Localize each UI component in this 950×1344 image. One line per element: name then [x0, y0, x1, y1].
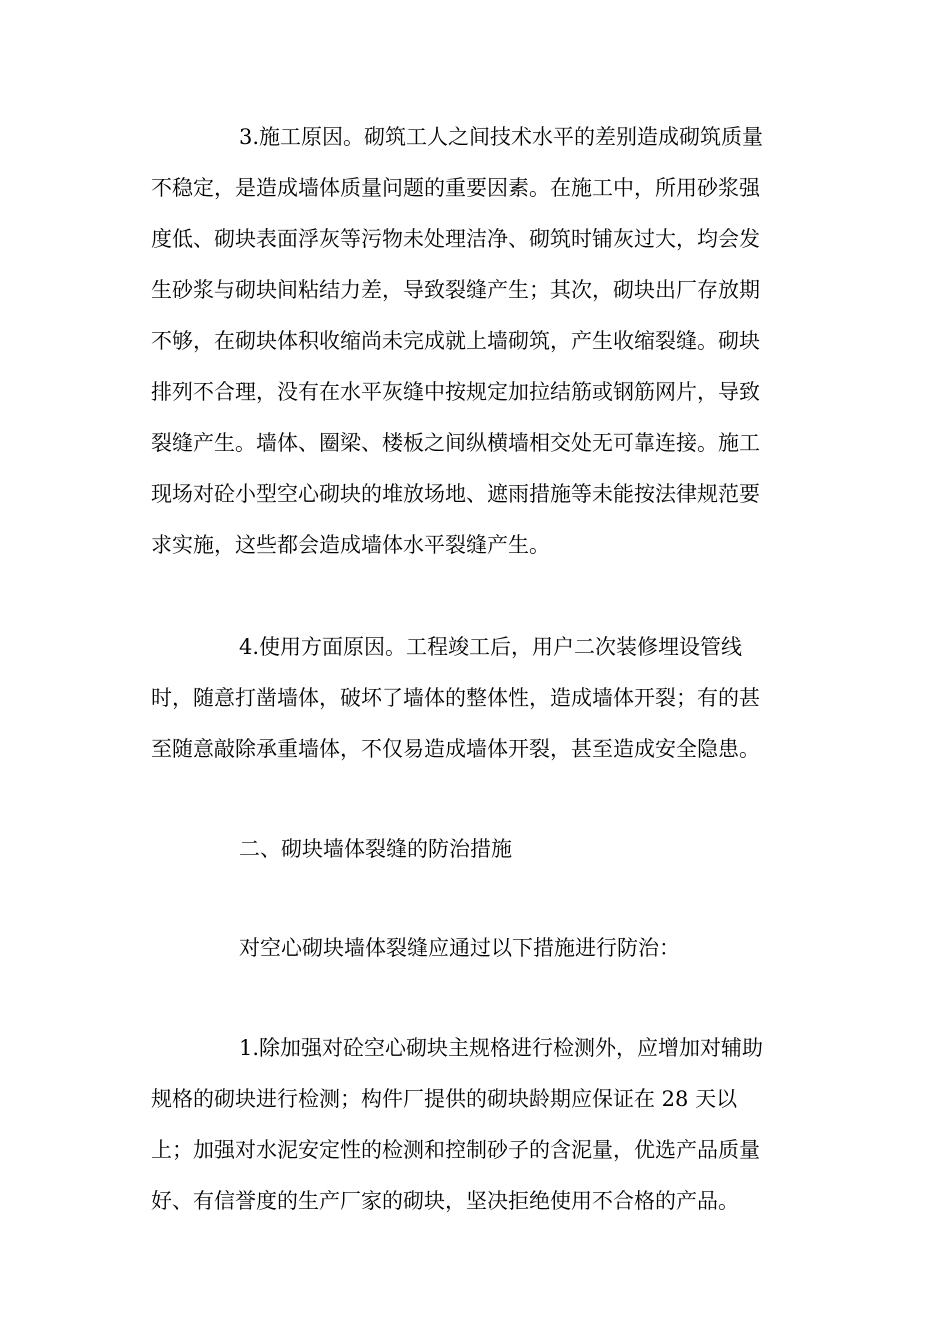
text-line: 度低、砌块表面浮灰等污物未处理洁净、砌筑时铺灰过大，均会发 [151, 227, 760, 251]
text-line: 不稳定，是造成墙体质量问题的重要因素。在施工中，所用砂浆强 [151, 176, 760, 200]
paragraph-intro [151, 923, 801, 974]
text-line: 3.施工原因。砌筑工人之间技术水平的差别造成砌筑质量 [239, 125, 764, 149]
text-line: 现场对砼小型空心砌块的堆放场地、遮雨措施等未能按法律规范要 [151, 482, 760, 506]
text-line: 1.除加强对砼空心砌块主规格进行检测外，应增加对辅助 [239, 1036, 764, 1060]
text-line: 好、有信誉度的生产厂家的砌块，坚决拒绝使用不合格的产品。 [151, 1189, 739, 1213]
paragraph-construction-causes [151, 112, 801, 571]
paragraph-usage-causes [151, 622, 801, 775]
text-line: 求实施，这些都会造成墙体水平裂缝产生。 [151, 533, 550, 557]
text-line: 不够，在砌块体积收缩尚未完成就上墙砌筑，产生收缩裂缝。砌块 [151, 329, 760, 353]
text-line: 至随意敲除承重墙体，不仅易造成墙体开裂，甚至造成安全隐患。 [151, 737, 760, 761]
text-line: 时，随意打凿墙体，破坏了墙体的整体性，造成墙体开裂；有的甚 [151, 686, 760, 710]
text-line: 上；加强对水泥安定性的检测和控制砂子的含泥量，优选产品质量 [151, 1138, 760, 1162]
text-line: 规格的砌块进行检测；构件厂提供的砌块龄期应保证在 28 天以 [151, 1087, 738, 1111]
text-line: 4.使用方面原因。工程竣工后，用户二次装修埋设管线 [239, 635, 743, 659]
section-heading [151, 824, 801, 875]
section-heading-text: 二、砌块墙体裂缝的防治措施 [239, 837, 512, 861]
text-line: 对空心砌块墙体裂缝应通过以下措施进行防治： [239, 936, 680, 960]
text-line: 排列不合理，没有在水平灰缝中按规定加拉结筋或钢筋网片，导致 [151, 380, 760, 404]
paragraph-measure-1 [151, 1023, 801, 1227]
text-line: 裂缝产生。墙体、圈梁、楼板之间纵横墙相交处无可靠连接。施工 [151, 431, 760, 455]
text-line: 生砂浆与砌块间粘结力差，导致裂缝产生；其次，砌块出厂存放期 [151, 278, 760, 302]
